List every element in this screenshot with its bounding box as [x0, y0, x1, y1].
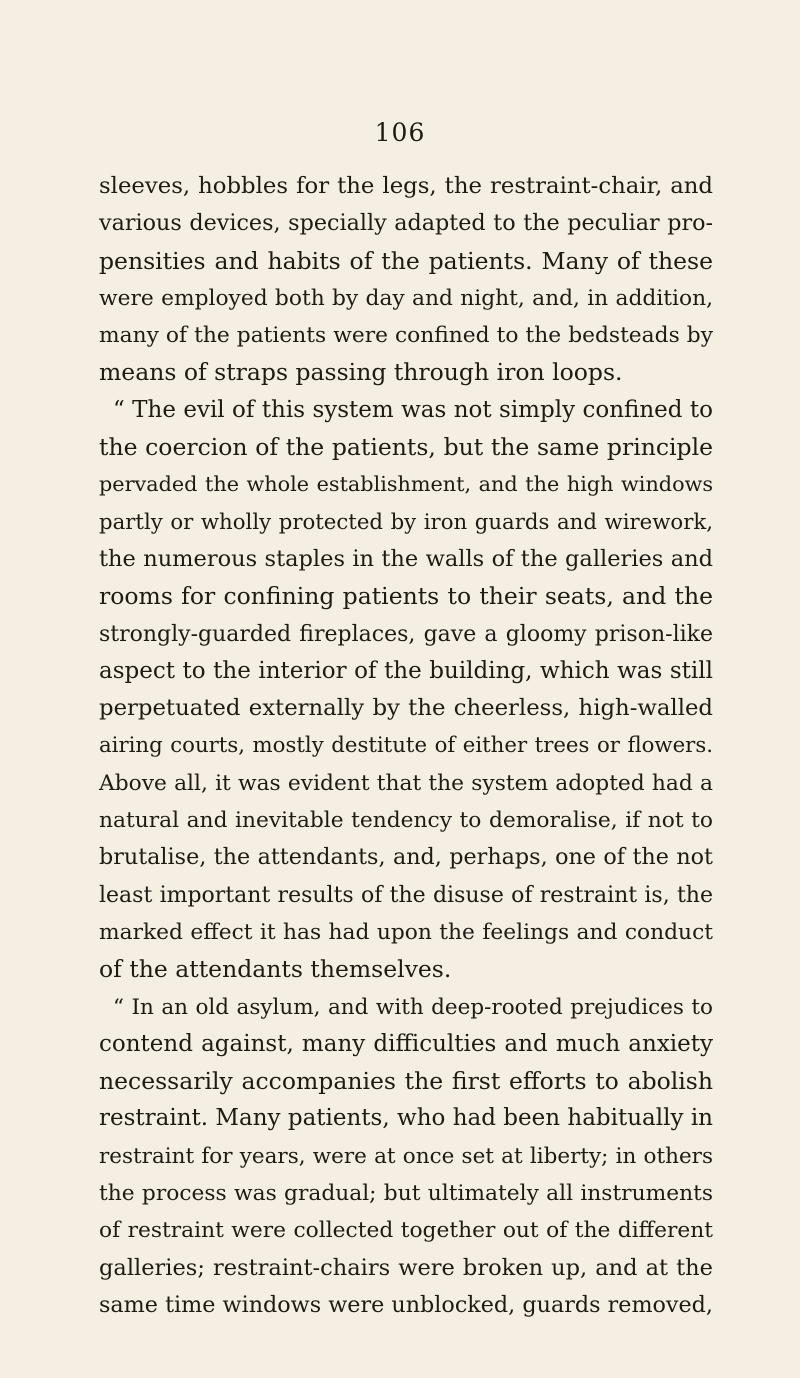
text-line: perpetuated externally by the cheerless, high-walled: [99, 695, 713, 722]
text-line: strongly-guarded fireplaces, gave a gloomy prison-like: [99, 621, 713, 647]
text-line: aspect to the interior of the building, which was still: [99, 657, 713, 684]
text-line: restraint. Many patients, who had been habitually in: [99, 1105, 713, 1132]
text-line: airing courts, mostly destitute of either trees or flowers.: [99, 733, 713, 759]
page-number: 106: [374, 118, 426, 147]
text-line: the coercion of the patients, but the same principle: [99, 433, 713, 462]
body-text: [99, 168, 713, 1324]
text-line: “ In an old asylum, and with deep-rooted prejudices to: [113, 994, 713, 1020]
text-line: pervaded the whole establishment, and the high windows: [99, 472, 713, 497]
text-line: least important results of the disuse of restraint is, the: [99, 882, 713, 908]
text-line: partly or wholly protected by iron guards and wirework,: [99, 509, 713, 535]
text-line: the process was gradual; but ultimately all instruments: [99, 1181, 713, 1207]
text-line: the numerous staples in the walls of the galleries and: [99, 545, 713, 572]
text-line: of restraint were collected together out of the different: [99, 1218, 713, 1244]
text-line: Above all, it was evident that the system adopted had a: [99, 770, 713, 796]
text-line: means of straps passing through iron loops.: [99, 358, 623, 387]
text-line: “ The evil of this system was not simply confined to: [113, 396, 713, 423]
text-line: pensities and habits of the patients. Many of these: [99, 246, 713, 275]
text-line: natural and inevitable tendency to demoralise, if not to: [99, 808, 713, 834]
text-line: galleries; restraint-chairs were broken up, and at the: [99, 1254, 713, 1281]
text-line: restraint for years, were at once set at liberty; in others: [99, 1143, 713, 1169]
text-line: marked effect it has had upon the feelings and conduct: [99, 919, 713, 945]
text-line: contend against, many difficulties and much anxiety: [99, 1030, 713, 1057]
text-line: sleeves, hobbles for the legs, the restraint-chair, and: [99, 173, 713, 199]
text-line: of the attendants themselves.: [99, 955, 452, 984]
text-line: were employed both by day and night, and, in addition,: [99, 285, 713, 311]
text-line: various devices, specially adapted to the peculiar pro-: [99, 210, 713, 237]
text-line: necessarily accompanies the first efforts to abolish: [99, 1067, 713, 1096]
text-line: brutalise, the attendants, and, perhaps, one of the not: [99, 844, 713, 871]
text-line: many of the patients were confined to the bedsteads by: [99, 323, 713, 349]
text-line: rooms for confining patients to their seats, and the: [99, 582, 713, 611]
text-line: same time windows were unblocked, guards removed,: [99, 1291, 713, 1318]
